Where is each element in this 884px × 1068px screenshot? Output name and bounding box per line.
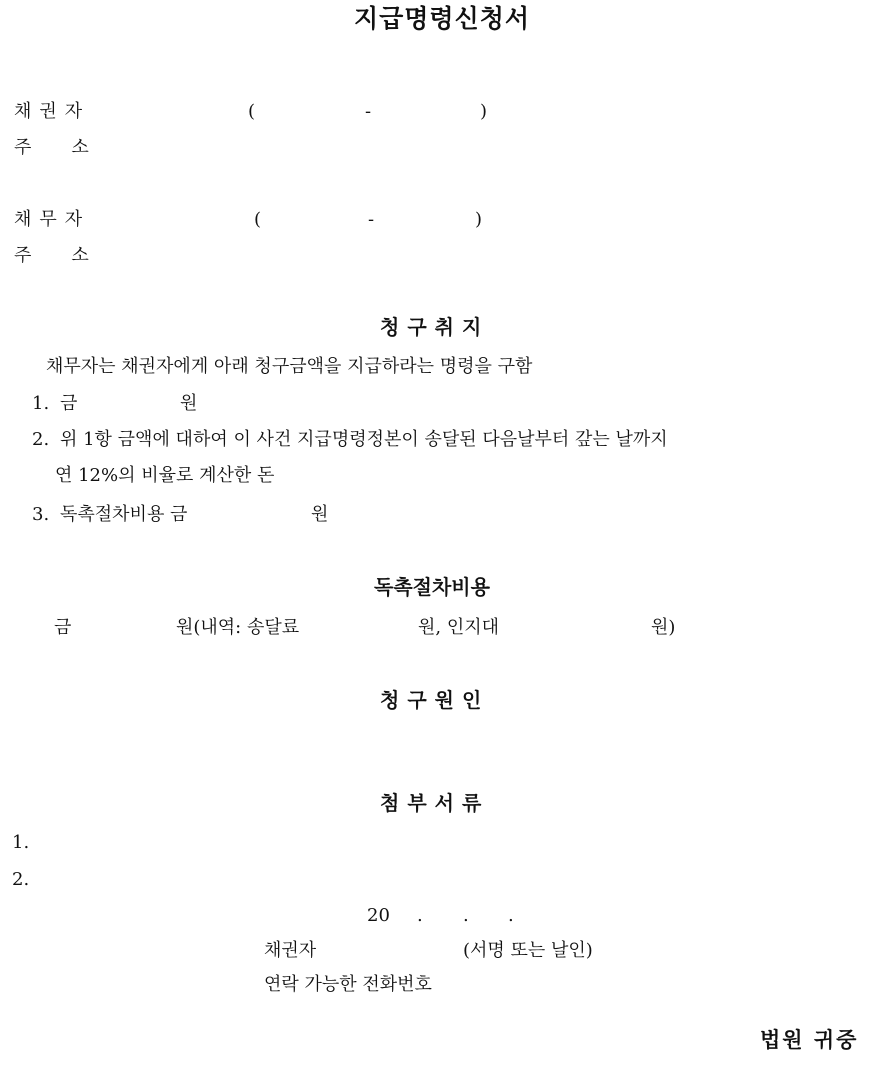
- claim-cause-heading: 청구원인: [380, 688, 490, 712]
- attachments-heading: 첨부서류: [380, 791, 490, 815]
- attachment-item-2: 2.: [12, 869, 30, 890]
- debtor-address-label: 주소: [14, 245, 129, 266]
- creditor-paren-open: (: [248, 101, 256, 122]
- costs-detail-mid: 원, 인지대: [418, 617, 499, 638]
- court-address-footer: 법원 귀중: [760, 1027, 859, 1052]
- debtor-paren-open: (: [254, 209, 262, 230]
- creditor-dash: -: [365, 101, 372, 122]
- claim-item-2-text-cont: 연 12%의 비율로 계산한 돈: [55, 465, 275, 486]
- date-mark-3: .: [508, 905, 514, 926]
- costs-amount-label: 금: [54, 617, 72, 638]
- claim-item-1-unit: 원: [180, 393, 198, 414]
- creditor-label: 채권자: [14, 101, 91, 122]
- claim-purpose-heading: 청구취지: [380, 315, 490, 339]
- claim-item-3-unit: 원: [311, 504, 329, 525]
- costs-detail-close: 원): [651, 617, 676, 638]
- date-year-prefix: 20: [367, 905, 390, 926]
- claim-item-3-num: 3.: [32, 504, 50, 525]
- claim-purpose-intro: 채무자는 채권자에게 아래 청구금액을 지급하라는 명령을 구함: [46, 356, 533, 377]
- debtor-label: 채무자: [14, 209, 91, 230]
- debtor-dash: -: [368, 209, 375, 230]
- creditor-paren-close: ): [480, 101, 488, 122]
- claim-item-2-text: 위 1항 금액에 대하여 이 사건 지급명령정본이 송달된 다음날부터 갚는 날까지: [60, 429, 668, 450]
- debtor-paren-close: ): [475, 209, 483, 230]
- page-title: 지급명령신청서: [353, 4, 531, 33]
- date-mark-2: .: [463, 905, 469, 926]
- creditor-address-label: 주소: [14, 137, 129, 158]
- claim-item-1-num: 1.: [32, 393, 50, 414]
- claim-item-3-label: 독촉절차비용 금: [60, 504, 188, 525]
- costs-heading: 독촉절차비용: [374, 575, 490, 599]
- claim-item-1-label: 금: [60, 393, 78, 414]
- signature-seal-note: (서명 또는 날인): [463, 940, 593, 961]
- signature-creditor-label: 채권자: [264, 940, 317, 961]
- signature-phone-label: 연락 가능한 전화번호: [264, 974, 432, 995]
- date-mark-1: .: [417, 905, 423, 926]
- claim-item-2-num: 2.: [32, 429, 50, 450]
- attachment-item-1: 1.: [12, 832, 30, 853]
- costs-detail-open: 원(내역: 송달료: [176, 617, 300, 638]
